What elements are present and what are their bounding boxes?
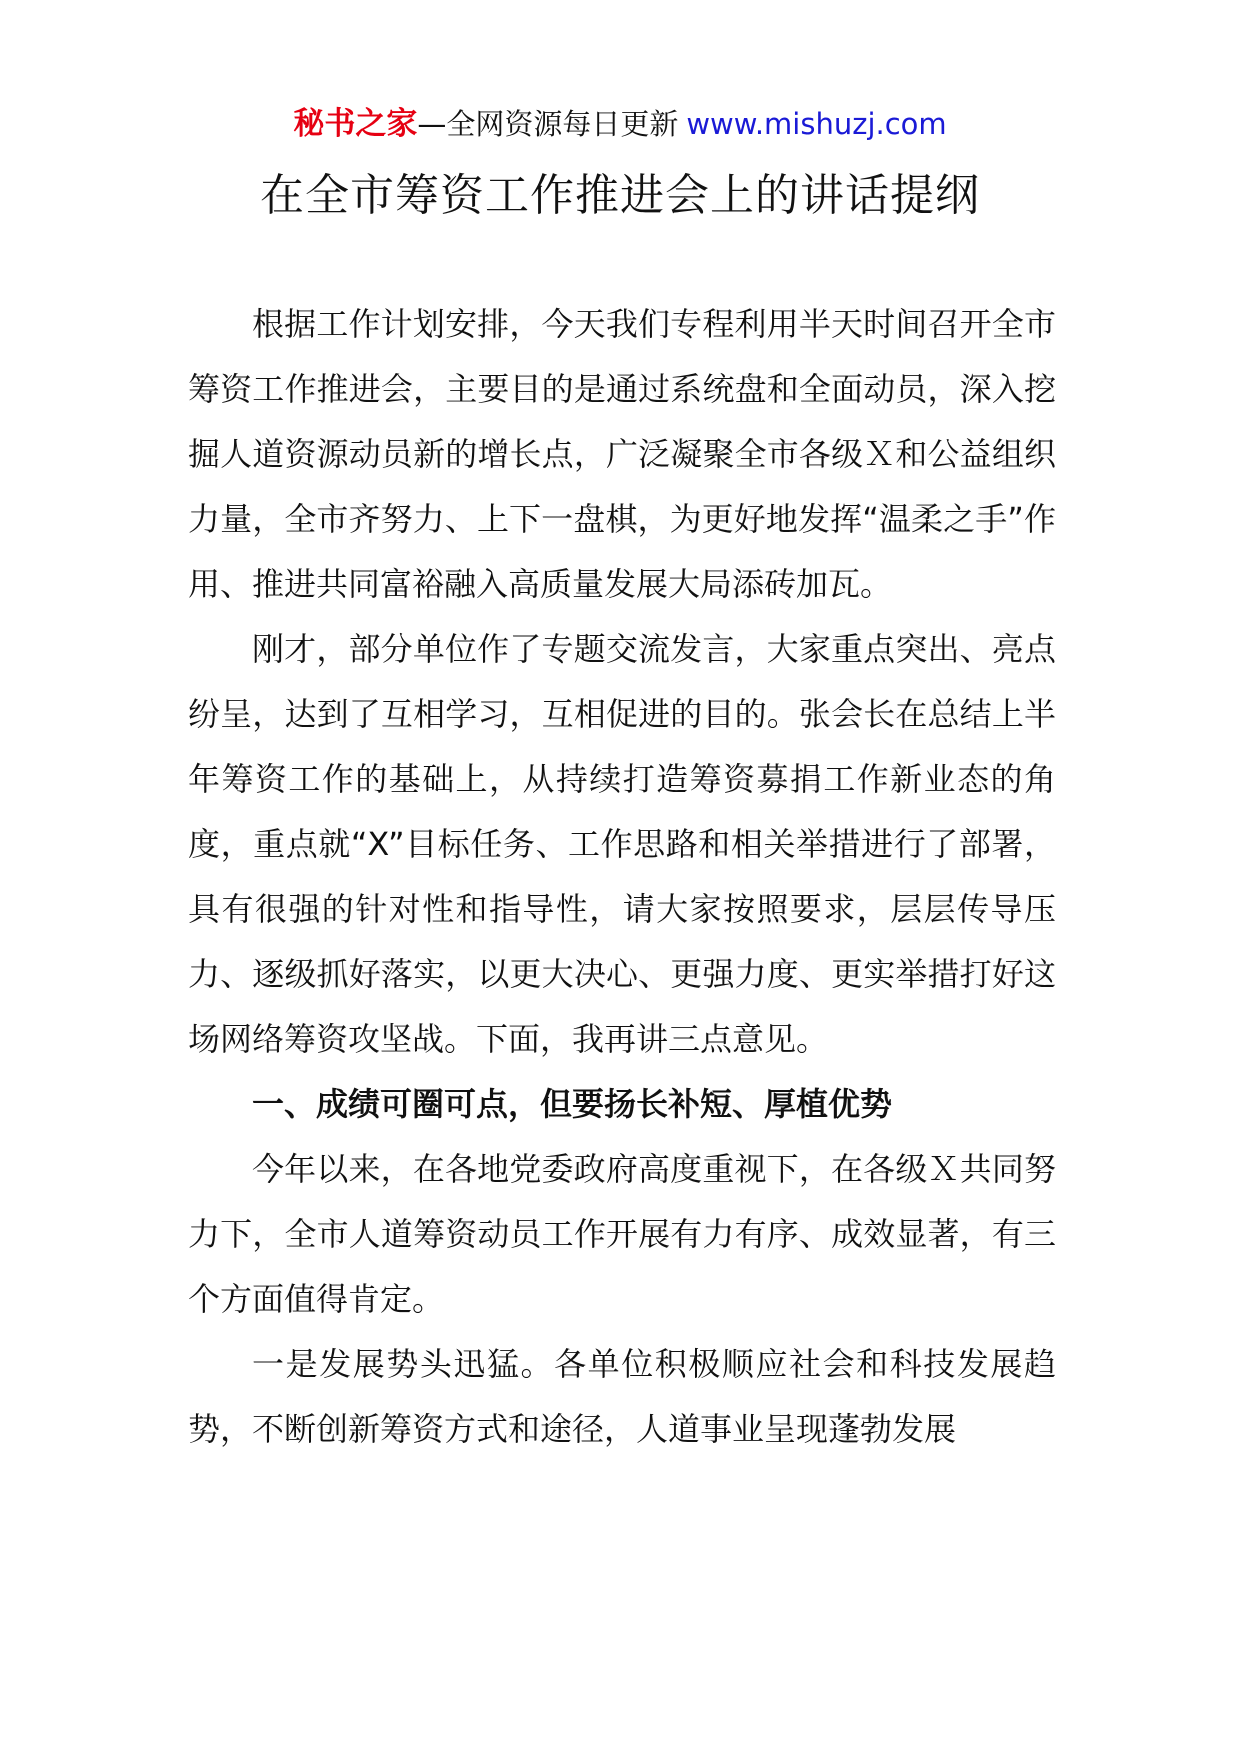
site-tagline: —全网资源每日更新 — [417, 107, 679, 141]
document-body — [188, 292, 1056, 1462]
site-url-link[interactable]: www.mishuzj.com — [686, 107, 947, 141]
section-heading-1: 一、成绩可圈可点，但要扬长补短、厚植优势 — [252, 1085, 893, 1123]
paragraph-achievements: 今年以来，在各地党委政府高度重视下，在各级Ｘ共同努力下，全市人道筹资动员工作开展有力有序、成效显著，有三个方面值得肯定。 — [188, 1150, 1056, 1318]
paragraph-review: 刚才，部分单位作了专题交流发言，大家重点突出、亮点纷呈，达到了互相学习，互相促进的目的。张会长在总结上半年筹资工作的基础上，从持续打造筹资募捐工作新业态的角度，重点就“X”目标任务、工作思路和相关举措进行了部署，具有很强的针对性和指导性，请大家按照要求，层层传导压力、逐级抓好落实，以更大决心、更强力度、更实举措打好这场网络筹资攻坚战。下面，我再讲三点意见。 — [188, 630, 1056, 1058]
paragraph-intro: 根据工作计划安排，今天我们专程利用半天时间召开全市筹资工作推进会，主要目的是通过系统盘和全面动员，深入挖掘人道资源动员新的增长点，广泛凝聚全市各级Ｘ和公益组织力量，全市齐努力、上下一盘棋，为更好地发挥“温柔之手”作用、推进共同富裕融入高质量发展大局添砖加瓦。 — [188, 305, 1056, 603]
document-title: 在全市筹资工作推进会上的讲话提纲 — [260, 170, 980, 221]
site-brand: 秘书之家 — [293, 106, 418, 142]
paragraph-point-1: 一是发展势头迅猛。各单位积极顺应社会和科技发展趋势，不断创新筹资方式和途径，人道事业呈现蓬勃发展 — [188, 1345, 1056, 1448]
site-banner — [0, 104, 1240, 144]
